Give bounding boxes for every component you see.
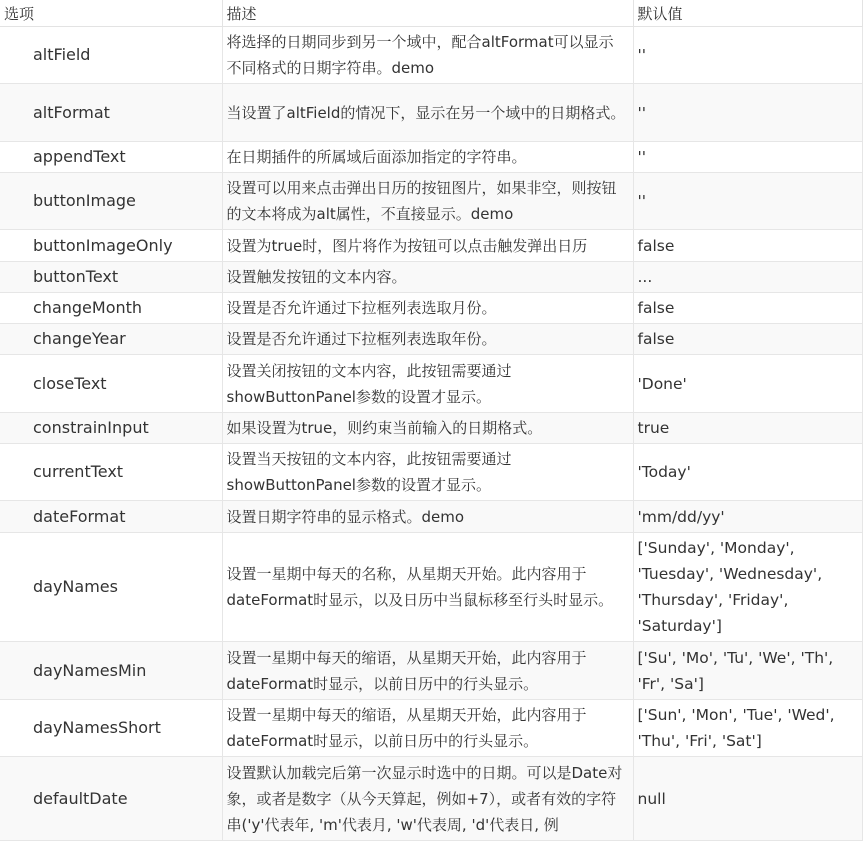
table-row [0, 261, 862, 292]
option-default: ['Su', 'Mo', 'Tu', 'We', 'Th', 'Fr', 'Sa'] [633, 642, 862, 699]
table-row [0, 532, 862, 642]
table-row [0, 27, 862, 84]
option-name: altField [0, 27, 222, 84]
option-default: '' [633, 173, 862, 230]
option-default: true [633, 412, 862, 443]
option-description: 设置是否允许通过下拉框列表选取年份。 [222, 324, 633, 355]
option-default: 'Done' [633, 355, 862, 412]
option-name: constrainInput [0, 412, 222, 443]
option-description: 设置触发按钮的文本内容。 [222, 261, 633, 292]
option-description: 设置默认加载完后第一次显示时选中的日期。可以是Date对象，或者是数字（从今天算起，例如+7），或者有效的字符串('y'代表年, 'm'代表月, 'w'代表周, 'd'代表日, 例 [222, 757, 633, 841]
option-default: null [633, 757, 862, 841]
table-row [0, 173, 862, 230]
option-description: 设置可以用来点击弹出日历的按钮图片，如果非空，则按钮的文本将成为alt属性，不直接显示。demo [222, 173, 633, 230]
table-row [0, 642, 862, 699]
option-default: ... [633, 261, 862, 292]
table-row [0, 141, 862, 172]
option-description: 设置关闭按钮的文本内容，此按钮需要通过showButtonPanel参数的设置才显示。 [222, 355, 633, 412]
table-row [0, 444, 862, 501]
option-description: 设置一星期中每天的名称，从星期天开始。此内容用于dateFormat时显示，以及日历中当鼠标移至行头时显示。 [222, 532, 633, 642]
table-row [0, 412, 862, 443]
table-row [0, 501, 862, 532]
option-description: 在日期插件的所属域后面添加指定的字符串。 [222, 141, 633, 172]
header-description: 描述 [222, 0, 633, 27]
option-name: defaultDate [0, 757, 222, 841]
option-description: 设置一星期中每天的缩语，从星期天开始，此内容用于dateFormat时显示，以前日历中的行头显示。 [222, 642, 633, 699]
option-name: buttonImageOnly [0, 230, 222, 261]
option-description: 设置为true时，图片将作为按钮可以点击触发弹出日历 [222, 230, 633, 261]
option-description: 设置日期字符串的显示格式。demo [222, 501, 633, 532]
header-option: 选项 [0, 0, 222, 27]
header-row [0, 0, 862, 27]
option-name: closeText [0, 355, 222, 412]
option-default: 'mm/dd/yy' [633, 501, 862, 532]
option-name: currentText [0, 444, 222, 501]
option-name: dayNamesMin [0, 642, 222, 699]
option-description: 当设置了altField的情况下，显示在另一个域中的日期格式。 [222, 84, 633, 141]
option-default: 'Today' [633, 444, 862, 501]
option-name: dateFormat [0, 501, 222, 532]
option-default: ['Sun', 'Mon', 'Tue', 'Wed', 'Thu', 'Fri', 'Sat'] [633, 699, 862, 756]
option-default: '' [633, 84, 862, 141]
option-name: buttonImage [0, 173, 222, 230]
header-default: 默认值 [633, 0, 862, 27]
table-row [0, 230, 862, 261]
option-name: changeMonth [0, 292, 222, 323]
table-row [0, 84, 862, 141]
table-row [0, 355, 862, 412]
option-default: false [633, 324, 862, 355]
option-default: '' [633, 141, 862, 172]
option-name: dayNamesShort [0, 699, 222, 756]
option-name: appendText [0, 141, 222, 172]
option-description: 设置当天按钮的文本内容，此按钮需要通过showButtonPanel参数的设置才显示。 [222, 444, 633, 501]
option-default: ['Sunday', 'Monday', 'Tuesday', 'Wednesday', 'Thursday', 'Friday', 'Saturday'] [633, 532, 862, 642]
option-name: dayNames [0, 532, 222, 642]
option-description: 如果设置为true，则约束当前输入的日期格式。 [222, 412, 633, 443]
option-name: buttonText [0, 261, 222, 292]
option-description: 设置是否允许通过下拉框列表选取月份。 [222, 292, 633, 323]
option-name: changeYear [0, 324, 222, 355]
option-default: false [633, 230, 862, 261]
table-row [0, 292, 862, 323]
option-default: false [633, 292, 862, 323]
table-row [0, 757, 862, 841]
option-description: 将选择的日期同步到另一个域中，配合altFormat可以显示不同格式的日期字符串。demo [222, 27, 633, 84]
option-name: altFormat [0, 84, 222, 141]
table-row [0, 699, 862, 756]
table-row [0, 324, 862, 355]
option-description: 设置一星期中每天的缩语，从星期天开始，此内容用于dateFormat时显示，以前日历中的行头显示。 [222, 699, 633, 756]
option-default: '' [633, 27, 862, 84]
